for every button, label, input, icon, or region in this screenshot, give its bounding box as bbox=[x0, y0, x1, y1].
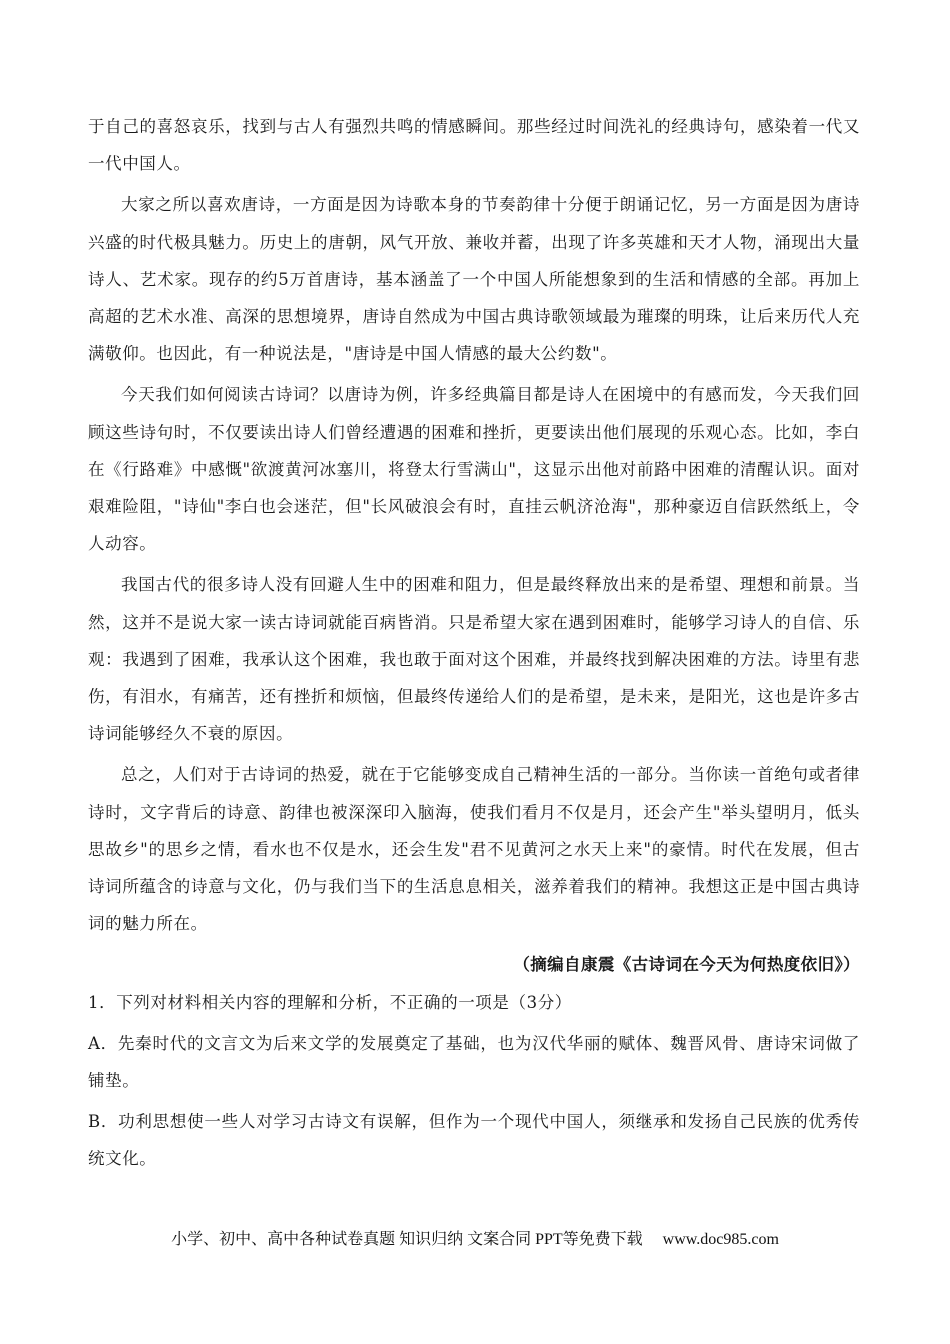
paragraph-1: 于自己的喜怒哀乐，找到与古人有强烈共鸣的情感瞬间。那些经过时间洗礼的经典诗句，感染着一代又一代中国人。 bbox=[88, 117, 860, 174]
option-b: B．功利思想使一些人对学习古诗文有误解，但作为一个现代中国人，须继承和发扬自己民族的优秀传统文化。 bbox=[88, 1112, 860, 1169]
page-footer bbox=[0, 1228, 950, 1252]
paragraph-2: 大家之所以喜欢唐诗，一方面是因为诗歌本身的节奏韵律十分便于朗诵记忆，另一方面是因为唐诗兴盛的时代极具魅力。历史上的唐朝，风气开放、兼收并蓄，出现了许多英雄和天才人物，涌现出大量诗人、艺术家。现存的约5万首唐诗，基本涵盖了一个中国人所能想象到的生活和情感的全部。再加上高超的艺术水准、高深的思想境界，唐诗自然成为中国古典诗歌领域最为璀璨的明珠，让后来历代人充满敬仰。也因此，有一种说法是，"唐诗是中国人情感的最大公约数"。 bbox=[88, 195, 860, 364]
paragraph-3: 今天我们如何阅读古诗词？以唐诗为例，许多经典篇目都是诗人在困境中的有感而发，今天我们回顾这些诗句时，不仅要读出诗人们曾经遭遇的困难和挫折，更要读出他们展现的乐观心态。比如，李白在《行路难》中感慨"欲渡黄河冰塞川，将登太行雪满山"，这显示出他对前路中困难的清醒认识。面对艰难险阻，"诗仙"李白也会迷茫，但"长风破浪会有时，直挂云帆济沧海"，那种豪迈自信跃然纸上，令人动容。 bbox=[88, 385, 860, 554]
question-1: 1．下列对材料相关内容的理解和分析，不正确的一项是（3分） bbox=[88, 992, 572, 1012]
option-a: A．先秦时代的文言文为后来文学的发展奠定了基础，也为汉代华丽的赋体、魏晋风骨、唐诗宋词做了铺垫。 bbox=[88, 1033, 860, 1091]
footer-text: 小学、初中、高中各种试卷真题 知识归纳 文案合同 PPT等免费下载 bbox=[171, 1231, 643, 1248]
paragraph-5: 总之，人们对于古诗词的热爱，就在于它能够变成自己精神生活的一部分。当你读一首绝句或者律诗时，文字背后的诗意、韵律也被深深印入脑海，使我们看月不仅是月，还会产生"举头望明月，低头思故乡"的思乡之情，看水也不仅是水，还会生发"君不见黄河之水天上来"的豪情。时代在发展，但古诗词所蕴含的诗意与文化，仍与我们当下的生活息息相关，滋养着我们的精神。我想这正是中国古典诗词的魅力所在。 bbox=[88, 765, 860, 934]
footer-website-link[interactable]: www.doc985.com bbox=[662, 1231, 779, 1248]
source-citation: （摘编自康震《古诗词在今天为何热度依旧》） bbox=[513, 955, 860, 975]
paragraph-4: 我国古代的很多诗人没有回避人生中的困难和阻力，但是最终释放出来的是希望、理想和前景。当然，这并不是说大家一读古诗词就能百病皆消。只是希望大家在遇到困难时，能够学习诗人的自信、乐观：我遇到了困难，我承认这个困难，我也敢于面对这个困难，并最终找到解决困难的方法。诗里有悲伤，有泪水，有痛苦，还有挫折和烦恼，但最终传递给人们的是希望，是未来，是阳光，这也是许多古诗词能够经久不衰的原因。 bbox=[88, 575, 860, 744]
article-body bbox=[88, 108, 860, 1182]
